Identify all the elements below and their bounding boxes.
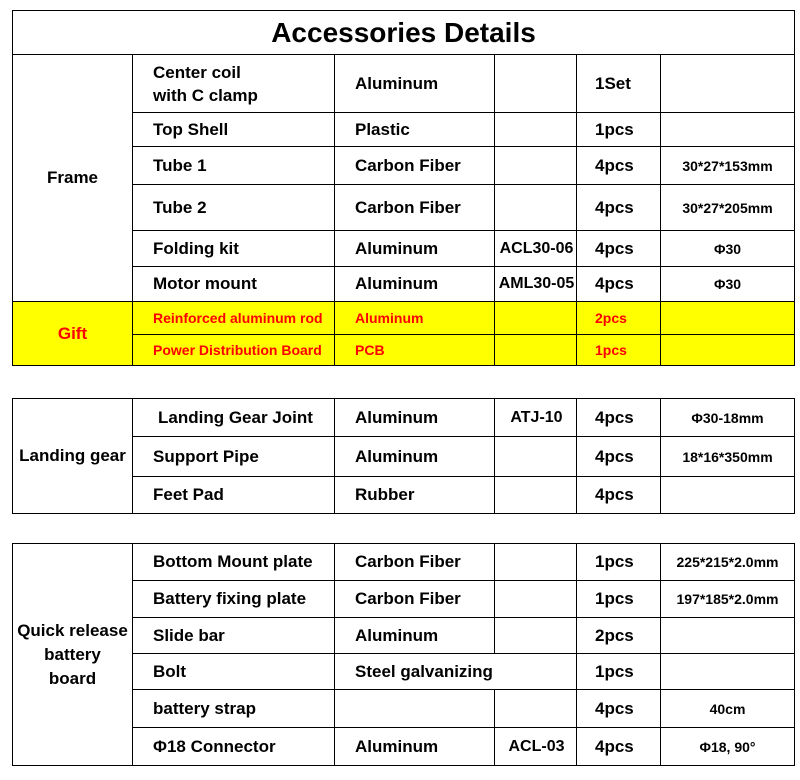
item-material: Carbon Fiber — [335, 581, 495, 618]
item-name: Center coil with C clamp — [133, 55, 335, 113]
item-spec: Φ30 — [661, 231, 795, 267]
item-code — [495, 618, 577, 654]
item-spec: Φ30-18mm — [661, 399, 795, 437]
item-name: Reinforced aluminum rod — [133, 302, 335, 335]
item-qty: 1pcs — [577, 335, 661, 366]
item-spec — [661, 618, 795, 654]
item-code — [495, 302, 577, 335]
item-name: Φ18 Connector — [133, 728, 335, 766]
page-title: Accessories Details — [13, 11, 795, 55]
item-material: Aluminum — [335, 437, 495, 477]
item-spec — [661, 654, 795, 690]
table-row — [13, 399, 795, 437]
item-qty: 4pcs — [577, 437, 661, 477]
item-qty: 4pcs — [577, 728, 661, 766]
item-spec: Φ30 — [661, 267, 795, 302]
item-spec: 40cm — [661, 690, 795, 728]
item-spec: 225*215*2.0mm — [661, 544, 795, 581]
item-name: Landing Gear Joint — [133, 399, 335, 437]
item-spec: 197*185*2.0mm — [661, 581, 795, 618]
item-name: Bolt — [133, 654, 335, 690]
item-code: AML30-05 — [495, 267, 577, 302]
item-name: Slide bar — [133, 618, 335, 654]
item-qty: 1pcs — [577, 654, 661, 690]
item-name: Bottom Mount plate — [133, 544, 335, 581]
item-name: Battery fixing plate — [133, 581, 335, 618]
item-code — [495, 544, 577, 581]
item-qty: 4pcs — [577, 147, 661, 185]
item-qty: 1pcs — [577, 113, 661, 147]
item-name: Power Distribution Board — [133, 335, 335, 366]
item-material: PCB — [335, 335, 495, 366]
item-material: Plastic — [335, 113, 495, 147]
item-code: ATJ-10 — [495, 399, 577, 437]
item-qty: 1Set — [577, 55, 661, 113]
item-material: Aluminum — [335, 231, 495, 267]
item-material: Steel galvanizing — [335, 654, 577, 690]
item-qty: 4pcs — [577, 267, 661, 302]
item-spec — [661, 302, 795, 335]
item-spec — [661, 113, 795, 147]
category-frame: Frame — [13, 55, 133, 302]
item-code: ACL30-06 — [495, 231, 577, 267]
item-name: Folding kit — [133, 231, 335, 267]
item-name: Feet Pad — [133, 477, 335, 514]
item-material — [335, 690, 495, 728]
item-code — [495, 147, 577, 185]
item-qty: 4pcs — [577, 690, 661, 728]
item-code: ACL-03 — [495, 728, 577, 766]
item-spec: 18*16*350mm — [661, 437, 795, 477]
item-name: Tube 2 — [133, 185, 335, 231]
item-material: Aluminum — [335, 399, 495, 437]
item-qty: 4pcs — [577, 477, 661, 514]
item-code — [495, 113, 577, 147]
item-qty: 1pcs — [577, 544, 661, 581]
table-row — [13, 55, 795, 113]
item-material: Carbon Fiber — [335, 544, 495, 581]
item-material: Rubber — [335, 477, 495, 514]
item-code — [495, 437, 577, 477]
item-material: Aluminum — [335, 618, 495, 654]
item-spec — [661, 55, 795, 113]
category-battery-board: Quick release battery board — [13, 544, 133, 766]
item-code — [495, 55, 577, 113]
item-spec: 30*27*205mm — [661, 185, 795, 231]
item-qty: 1pcs — [577, 581, 661, 618]
landing-gear-table — [12, 398, 795, 514]
item-code — [495, 477, 577, 514]
item-qty: 2pcs — [577, 302, 661, 335]
item-name: battery strap — [133, 690, 335, 728]
item-code — [495, 185, 577, 231]
item-material: Aluminum — [335, 267, 495, 302]
item-qty: 4pcs — [577, 185, 661, 231]
item-spec — [661, 477, 795, 514]
item-name: Motor mount — [133, 267, 335, 302]
category-landing-gear: Landing gear — [13, 399, 133, 514]
frame-table — [12, 10, 795, 366]
item-qty: 4pcs — [577, 399, 661, 437]
item-material: Aluminum — [335, 302, 495, 335]
item-code — [495, 581, 577, 618]
gift-row — [13, 302, 795, 335]
item-material: Carbon Fiber — [335, 147, 495, 185]
item-material: Carbon Fiber — [335, 185, 495, 231]
table-row — [13, 544, 795, 581]
title-row — [13, 11, 795, 55]
item-qty: 4pcs — [577, 231, 661, 267]
category-gift: Gift — [13, 302, 133, 366]
item-code — [495, 335, 577, 366]
item-spec: 30*27*153mm — [661, 147, 795, 185]
item-material: Aluminum — [335, 728, 495, 766]
item-material: Aluminum — [335, 55, 495, 113]
item-code — [495, 690, 577, 728]
battery-board-table — [12, 543, 795, 766]
item-name: Top Shell — [133, 113, 335, 147]
item-qty: 2pcs — [577, 618, 661, 654]
item-name: Tube 1 — [133, 147, 335, 185]
item-name: Support Pipe — [133, 437, 335, 477]
item-spec — [661, 335, 795, 366]
item-spec: Φ18, 90° — [661, 728, 795, 766]
